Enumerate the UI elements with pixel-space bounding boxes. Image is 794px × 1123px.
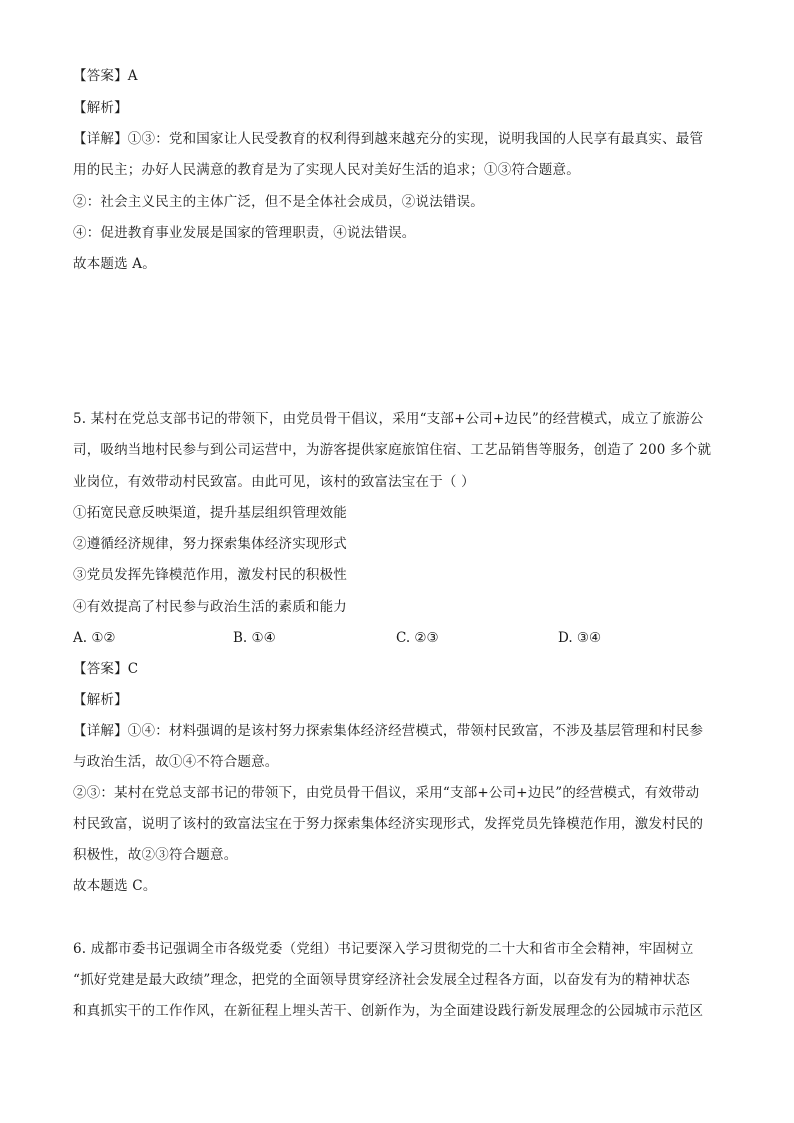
q5-detail-line-3: ②③：某村在党总支部书记的带领下，由党员骨干倡议，采用“支部+公司+边民”的经营模式，有效带动 <box>73 785 700 801</box>
q6-stem-line-1: 6. 成都市委书记强调全市各级党委（党组）书记要深入学习贯彻党的二十大和省市全会精神，牢固树立 <box>73 941 694 957</box>
q5-item-4: ④有效提高了村民参与政治生活的素质和能力 <box>73 599 347 615</box>
q5-item-2: ②遵循经济规律，努力探索集体经济实现形式 <box>73 536 347 552</box>
q5-analysis-heading: 【解析】 <box>73 692 128 708</box>
q5-stem-line-3: 业岗位，有效带动村民致富。由此可见，该村的致富法宝在于（ ） <box>73 474 475 490</box>
q6-stem-line-2: “抓好党建是最大政绩”理念，把党的全面领导贯穿经济社会发展全过程各方面，以奋发有为的精神状态 <box>73 972 691 988</box>
q5-option-d: D. ③④ <box>558 630 602 646</box>
q5-option-b: B. ①④ <box>233 630 276 646</box>
q5-item-3: ③党员发挥先锋模范作用，激发村民的积极性 <box>73 567 347 583</box>
q5-conclusion: 故本题选 C。 <box>73 878 157 894</box>
q4-detail-line-1: 【详解】①③：党和国家让人民受教育的权利得到越来越充分的实现，说明我国的人民享有最真实、最管 <box>73 131 704 147</box>
q5-stem-line-1: 5. 某村在党总支部书记的带领下，由党员骨干倡议，采用“支部+公司+边民”的经营模式，成立了旅游公 <box>73 411 704 427</box>
q4-detail-line-3: ②：社会主义民主的主体广泛，但不是全体社会成员，②说法错误。 <box>73 194 484 210</box>
q5-item-1: ①拓宽民意反映渠道，提升基层组织管理效能 <box>73 505 347 521</box>
q4-analysis-heading: 【解析】 <box>73 100 128 116</box>
q5-option-a: A. ①② <box>73 630 116 646</box>
q6-stem-line-3: 和真抓实干的工作作风，在新征程上埋头苦干、创新作为，为全面建设践行新发展理念的公园城市示范区 <box>73 1003 704 1019</box>
q4-detail-line-2: 用的民主；办好人民满意的教育是为了实现人民对美好生活的追求；①③符合题意。 <box>73 162 580 178</box>
q4-answer: 【答案】A <box>73 68 138 84</box>
q4-conclusion: 故本题选 A。 <box>73 256 156 272</box>
q5-stem-line-2: 司，吸纳当地村民参与到公司运营中，为游客提供家庭旅馆住宿、工艺品销售等服务，创造了 200 多个就 <box>73 442 712 458</box>
q5-detail-line-5: 积极性，故②③符合题意。 <box>73 847 238 863</box>
q5-option-c: C. ②③ <box>396 630 439 646</box>
q4-detail-line-4: ④：促进教育事业发展是国家的管理职责，④说法错误。 <box>73 225 416 241</box>
q5-detail-line-1: 【详解】①④：材料强调的是该村努力探索集体经济经营模式，带领村民致富，不涉及基层管理和村民参 <box>73 723 704 739</box>
q5-answer: 【答案】C <box>73 661 139 677</box>
q5-detail-line-4: 村民致富，说明了该村的致富法宝在于努力探索集体经济实现形式，发挥党员先锋模范作用，激发村民的 <box>73 816 704 832</box>
q5-detail-line-2: 与政治生活，故①④不符合题意。 <box>73 754 279 770</box>
